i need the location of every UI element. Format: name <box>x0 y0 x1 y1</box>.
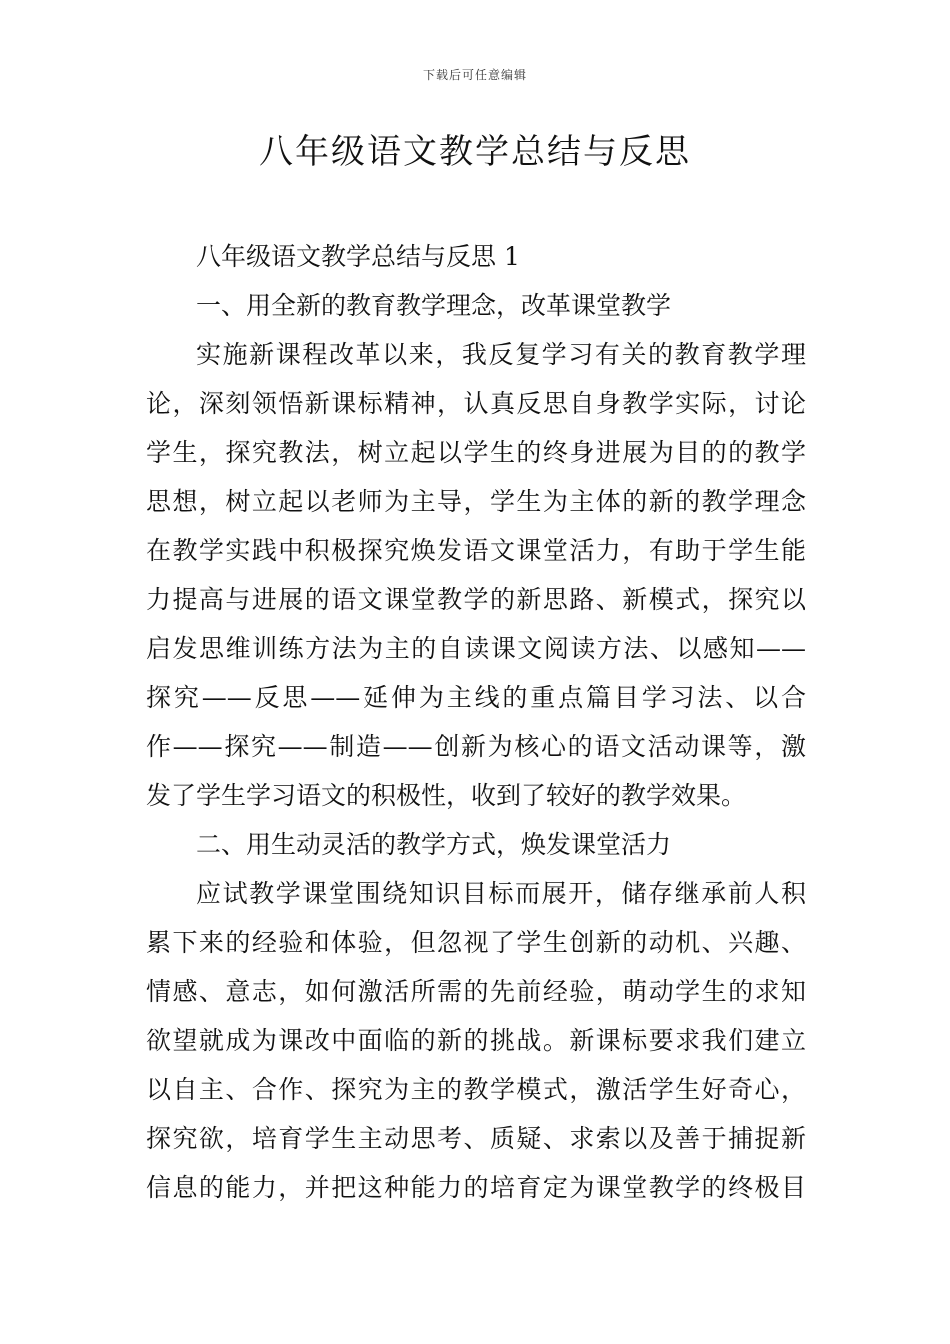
text-line: 实施新课程改革以来，我反复学习有关的教育教学理 <box>196 340 806 369</box>
text-line: 作——探究——制造——创新为核心的语文活动课等，激 <box>146 732 806 761</box>
text-line: 一、用全新的教育教学理念，改革课堂教学 <box>196 291 672 320</box>
text-line: 学生，探究教法，树立起以学生的终身进展为目的的教学 <box>146 438 806 467</box>
text-line: 欲望就成为课改中面临的新的挑战。新课标要求我们建立 <box>146 1026 806 1055</box>
paragraph-body-1 <box>146 330 806 820</box>
paragraph-heading-2 <box>146 820 806 869</box>
text-line: 启发思维训练方法为主的自读课文阅读方法、以感知—— <box>146 634 806 663</box>
text-line: 探究——反思——延伸为主线的重点篇目学习法、以合 <box>146 683 806 712</box>
text-line: 二、用生动灵活的教学方式，焕发课堂活力 <box>196 830 672 859</box>
text-line: 八年级语文教学总结与反思 1 <box>196 242 520 271</box>
page-title: 八年级语文教学总结与反思 <box>259 132 691 172</box>
text-line: 应试教学课堂围绕知识目标而展开，储存继承前人积 <box>196 879 806 908</box>
paragraph-heading-1 <box>146 281 806 330</box>
paragraph-subtitle <box>146 232 806 281</box>
text-line: 论，深刻领悟新课标精神，认真反思自身教学实际，讨论 <box>146 389 806 418</box>
document-body <box>146 232 806 1212</box>
text-line: 力提高与进展的语文课堂教学的新思路、新模式，探究以 <box>146 585 806 614</box>
paragraph-body-2 <box>146 869 806 1212</box>
header-note: 下载后可任意编辑 <box>422 68 527 82</box>
text-line: 发了学生学习语文的积极性，收到了较好的教学效果。 <box>146 781 747 810</box>
text-line: 信息的能力，并把这种能力的培育定为课堂教学的终极目 <box>146 1173 806 1202</box>
text-line: 累下来的经验和体验，但忽视了学生创新的动机、兴趣、 <box>146 928 806 957</box>
text-line: 思想，树立起以老师为主导，学生为主体的新的教学理念 <box>146 487 806 516</box>
text-line: 情感、意志，如何激活所需的先前经验，萌动学生的求知 <box>146 977 806 1006</box>
text-line: 探究欲，培育学生主动思考、质疑、求索以及善于捕捉新 <box>146 1124 806 1153</box>
text-line: 以自主、合作、探究为主的教学模式，激活学生好奇心， <box>146 1075 806 1104</box>
text-line: 在教学实践中积极探究焕发语文课堂活力，有助于学生能 <box>146 536 806 565</box>
